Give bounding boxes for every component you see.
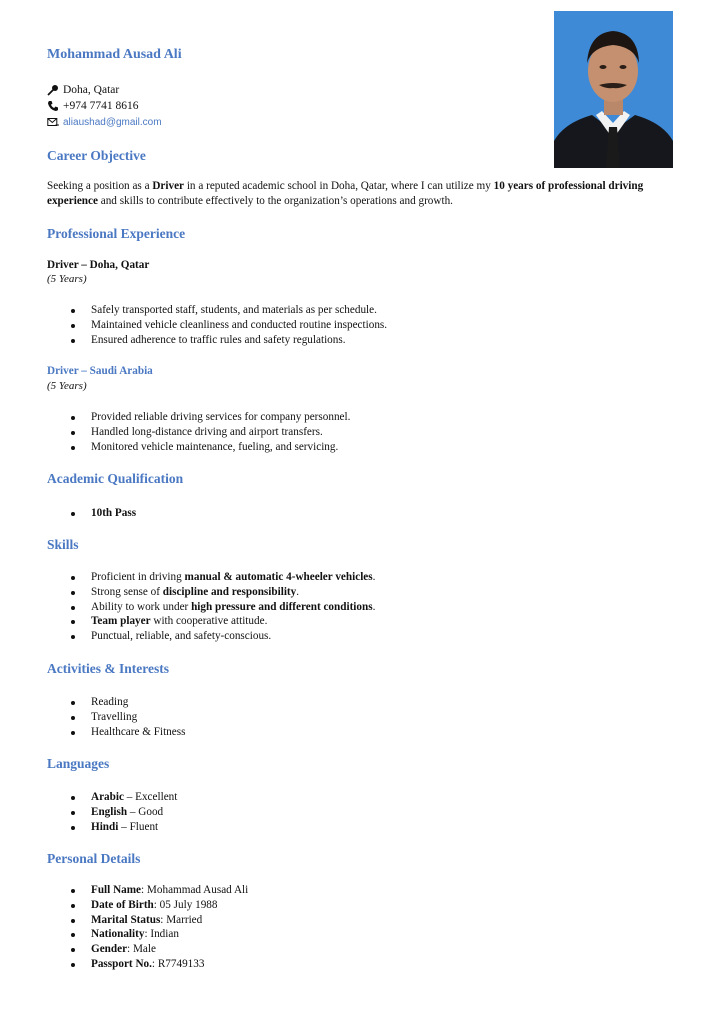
personal-details-list [47, 883, 248, 972]
contact-location [47, 84, 119, 96]
list-item [47, 927, 248, 942]
language-level: – Fluent [118, 820, 159, 833]
qualification-text: 10th Pass [91, 507, 137, 519]
language-level: – Good [127, 805, 164, 818]
list-item: Handled long-distance driving and airport transfers. [47, 425, 350, 440]
phone-text: +974 7741 8616 [63, 100, 139, 112]
career-bold-2: 10 years of professional driving experience [47, 180, 644, 207]
email-icon [47, 116, 59, 128]
list-item: Healthcare & Fitness [47, 725, 185, 740]
email-link[interactable]: aliaushad@gmail.com [63, 116, 162, 128]
list-item: Maintained vehicle cleanliness and conducted routine inspections. [47, 318, 387, 333]
list-item [47, 570, 375, 585]
location-text: Doha, Qatar [63, 84, 120, 96]
contact-phone [47, 100, 139, 112]
academic-heading: Academic Qualification [47, 471, 184, 486]
detail-label: Marital Status [91, 913, 161, 926]
candidate-name: Mohammad Ausad Ali [47, 47, 182, 62]
language-name: Hindi [91, 820, 119, 833]
detail-value: : Male [127, 943, 156, 956]
profile-photo [554, 11, 673, 168]
contact-email [47, 116, 162, 128]
language-name: Arabic [91, 791, 124, 803]
phone-icon [47, 100, 59, 112]
detail-label: Date of Birth [91, 898, 154, 911]
list-item [47, 883, 248, 898]
list-item [47, 600, 375, 615]
list-item [47, 790, 177, 805]
job-years: (5 Years) [47, 380, 87, 392]
job-title: Driver – Saudi Arabia [47, 365, 153, 377]
list-item [47, 614, 375, 629]
list-item [47, 957, 248, 972]
career-text-2: in a reputed academic school in Doha, Qatar, where I can utilize my [184, 180, 494, 192]
list-item [47, 629, 375, 644]
career-text-1: Seeking a position as a [47, 180, 153, 192]
skills-heading: Skills [47, 537, 79, 552]
list-item [47, 805, 177, 820]
list-item: Travelling [47, 710, 185, 725]
detail-value: : 05 July 1988 [153, 898, 218, 911]
detail-label: Gender [91, 943, 128, 956]
list-item: Ensured adherence to traffic rules and safety regulations. [47, 333, 387, 348]
job-title: Driver – Doha, Qatar [47, 259, 150, 271]
personal-details-heading: Personal Details [47, 851, 141, 866]
job-duties-list [47, 303, 387, 347]
detail-label: Full Name [91, 884, 142, 896]
academic-list [47, 506, 136, 521]
skill-text: . [296, 585, 300, 598]
language-level: – Excellent [123, 791, 178, 803]
languages-heading: Languages [47, 756, 110, 771]
language-name: English [91, 805, 128, 818]
list-item [47, 585, 375, 600]
list-item: Monitored vehicle maintenance, fueling, and servicing. [47, 440, 350, 455]
job-duties-list [47, 410, 350, 454]
activities-heading: Activities & Interests [47, 661, 169, 676]
skill-text: . [372, 571, 376, 583]
experience-heading: Professional Experience [47, 226, 186, 241]
detail-value: : Mohammad Ausad Ali [141, 884, 249, 896]
list-item [47, 942, 248, 957]
languages-list [47, 790, 177, 834]
job-years: (5 Years) [47, 273, 87, 285]
skill-text: . [372, 600, 376, 613]
activities-list [47, 695, 185, 739]
career-text-3: and skills to contribute effectively to the organization’s operations and growth. [97, 195, 453, 207]
list-item: Provided reliable driving services for company personnel. [47, 410, 350, 425]
detail-value: : Indian [144, 928, 179, 941]
detail-label: Nationality [91, 928, 145, 941]
list-item: Reading [47, 695, 185, 710]
detail-value: : R7749133 [151, 957, 205, 970]
skill-bold: high pressure and different conditions [191, 600, 373, 613]
detail-value: : Married [160, 913, 203, 926]
skill-text: with cooperative attitude. [150, 615, 268, 628]
profile-photo-image [554, 11, 673, 168]
skill-text: Strong sense of [91, 585, 163, 598]
detail-label: Passport No. [91, 957, 152, 970]
skill-text: Punctual, reliable, and safety-conscious. [91, 630, 272, 643]
skill-bold: manual & automatic 4-wheeler vehicles [184, 571, 373, 583]
list-item [47, 506, 136, 521]
list-item [47, 913, 248, 928]
skill-bold: discipline and responsibility [162, 585, 297, 598]
career-bold-1: Driver [152, 180, 185, 192]
pin-icon [47, 84, 59, 96]
career-objective-text [47, 179, 667, 209]
list-item: Safely transported staff, students, and materials as per schedule. [47, 303, 387, 318]
career-objective-heading: Career Objective [47, 148, 146, 163]
skills-list [47, 570, 375, 644]
skill-bold: Team player [91, 615, 151, 628]
skill-text: Ability to work under [91, 600, 192, 613]
list-item [47, 898, 248, 913]
list-item [47, 820, 177, 835]
skill-text: Proficient in driving [91, 571, 185, 583]
